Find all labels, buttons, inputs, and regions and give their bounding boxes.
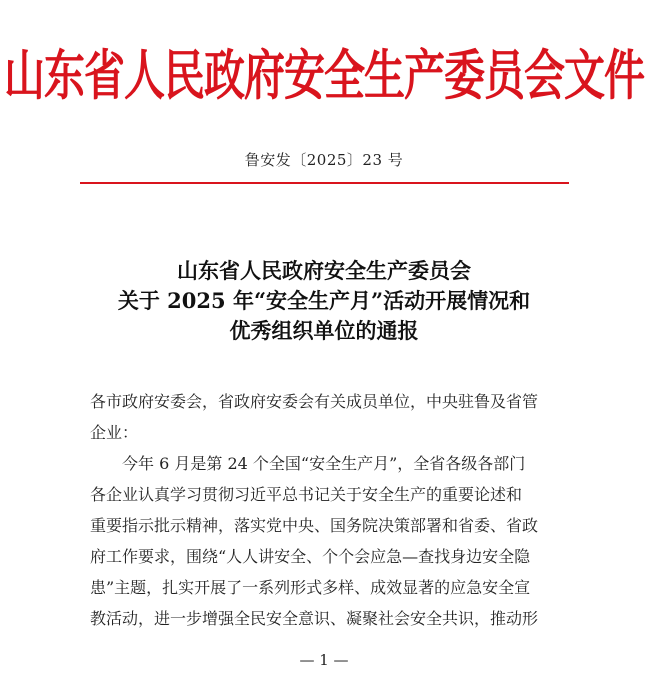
notice-body [90, 386, 570, 634]
title-line-1: 山东省人民政府安全生产委员会 [177, 258, 471, 283]
document-masthead: 山东省人民政府安全生产委员会文件 [4, 43, 644, 108]
body-paragraph-line: 今年 6 月是第 24 个全国“安全生产月”，全省各级各部门 [122, 454, 526, 473]
body-paragraph-line: 各企业认真学习贯彻习近平总书记关于安全生产的重要论述和 [90, 485, 523, 504]
notice-title [0, 256, 648, 346]
page-number: — 1 — [299, 651, 349, 669]
title-line-2: 关于 2025 年“安全生产月”活动开展情况和 [117, 288, 531, 313]
red-divider-rule [80, 182, 569, 184]
document-number: 鲁安发〔2025〕23 号 [244, 151, 404, 169]
body-paragraph-line: 重要指示批示精神，落实党中央、国务院决策部署和省委、省政 [90, 516, 539, 535]
salutation-line-1: 各市政府安委会，省政府安委会有关成员单位，中央驻鲁及省管 [90, 392, 539, 411]
body-paragraph-line: 患”主题，扎实开展了一系列形式多样、成效显著的应急安全宣 [90, 578, 531, 597]
salutation-line-2: 企业： [90, 423, 139, 442]
title-line-3: 优秀组织单位的通报 [229, 318, 419, 343]
body-paragraph-line: 府工作要求，围绕“人人讲安全、个个会应急—查找身边安全隐 [90, 547, 531, 566]
body-paragraph-line: 教活动，进一步增强全民安全意识、凝聚社会安全共识，推动形 [90, 609, 539, 628]
